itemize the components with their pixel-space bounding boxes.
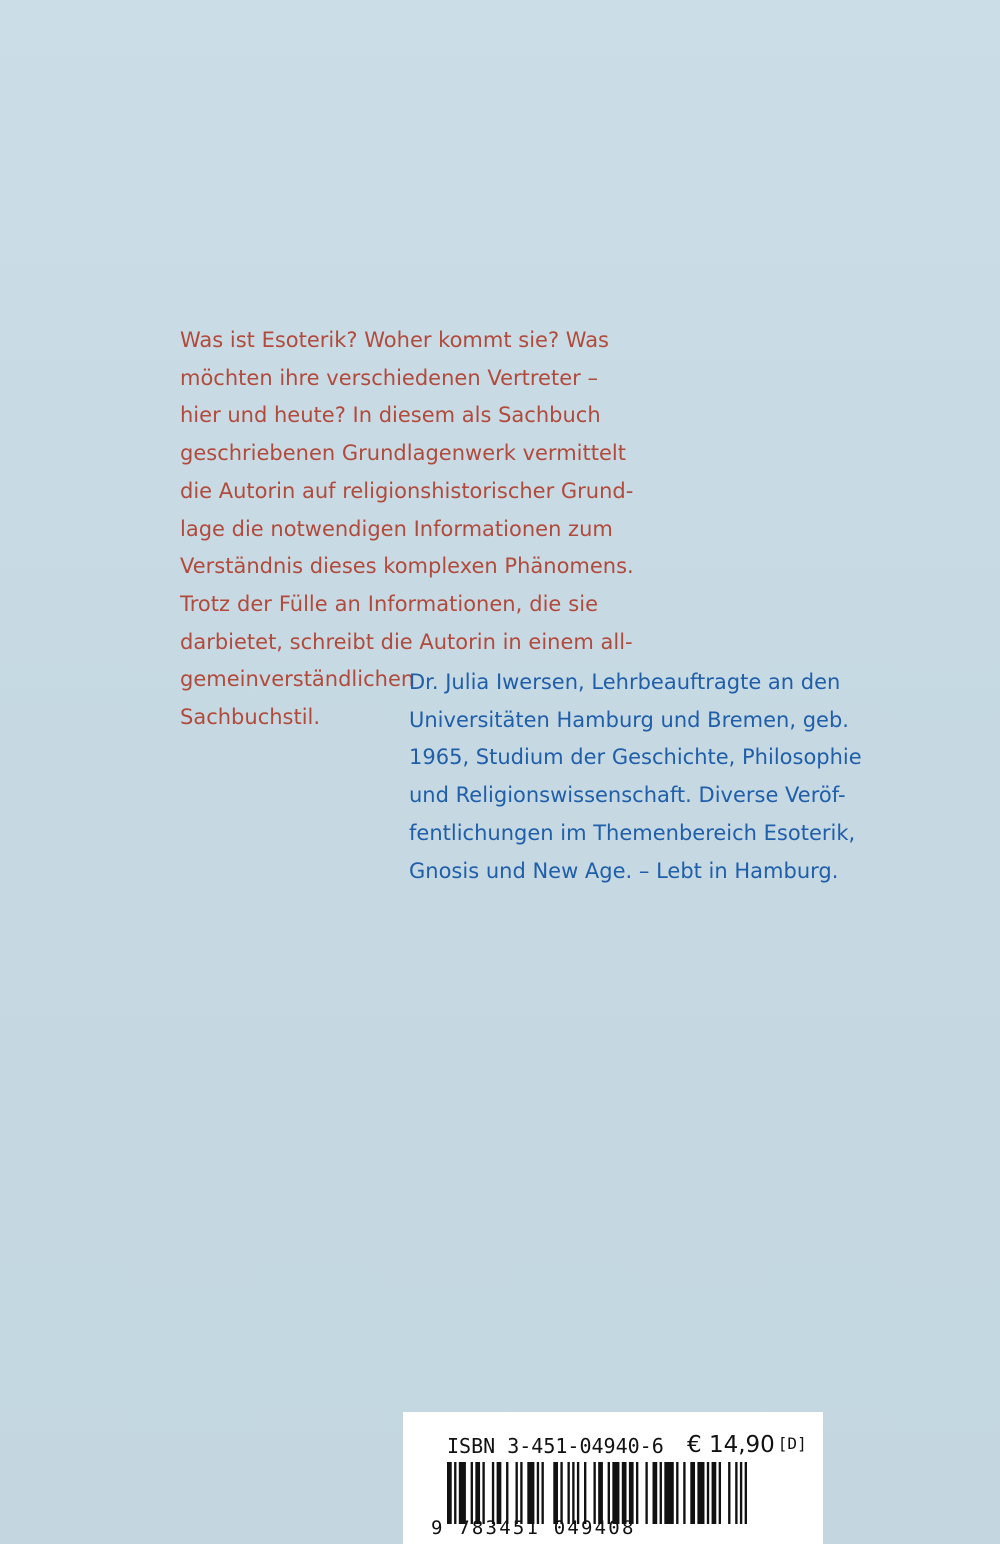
barcode-bar bbox=[676, 1462, 678, 1524]
barcode-bar bbox=[447, 1462, 452, 1524]
barcode-bar bbox=[712, 1462, 717, 1524]
barcode-bar bbox=[541, 1462, 543, 1524]
blurb-line: Trotz der Fülle an Informationen, die sie bbox=[180, 591, 598, 616]
barcode-bar bbox=[740, 1462, 742, 1524]
bio-line: 1965, Studium der Geschichte, Philosophie bbox=[409, 745, 862, 770]
blurb-line: Was ist Esoterik? Woher kommt sie? Was bbox=[180, 328, 610, 352]
barcode-bars bbox=[447, 1462, 747, 1524]
barcode-bar bbox=[537, 1462, 539, 1524]
barcode-bar bbox=[593, 1462, 595, 1524]
barcode-bar bbox=[553, 1462, 558, 1524]
barcode-bar bbox=[735, 1462, 737, 1524]
barcode-bar bbox=[629, 1462, 634, 1524]
price-label bbox=[687, 1432, 807, 1458]
barcode-bar bbox=[598, 1462, 603, 1524]
barcode-bar bbox=[454, 1462, 456, 1524]
bio-line: Gnosis und New Age. – Lebt in Hamburg. bbox=[409, 858, 839, 883]
blurb-line: die Autorin auf religionshistorischer Grund- bbox=[180, 478, 634, 503]
bio-line: Universitäten Hamburg und Bremen, geb. bbox=[409, 707, 849, 732]
author-bio bbox=[409, 664, 862, 890]
barcode-bar bbox=[475, 1462, 480, 1524]
barcode-bar bbox=[520, 1462, 522, 1524]
barcode-bar bbox=[527, 1462, 534, 1524]
ean-number: 9 783451 049408 bbox=[431, 1517, 636, 1539]
barcode-bar bbox=[497, 1462, 502, 1524]
barcode-bar bbox=[516, 1462, 518, 1524]
price-country: [D] bbox=[777, 1434, 807, 1453]
barcode-bar bbox=[612, 1462, 619, 1524]
barcode-bar bbox=[482, 1462, 484, 1524]
barcode-bar bbox=[683, 1462, 685, 1524]
bio-line: fentlichungen im Themenbereich Esoterik, bbox=[409, 820, 856, 845]
barcode-bar bbox=[645, 1462, 647, 1524]
barcode-bar bbox=[584, 1462, 586, 1524]
barcode-bar bbox=[653, 1462, 658, 1524]
barcode-bar bbox=[492, 1462, 494, 1524]
barcode-bar bbox=[572, 1462, 574, 1524]
blurb-line: Verständnis dieses komplexen Phänomens. bbox=[180, 554, 634, 579]
barcode-bar bbox=[506, 1462, 508, 1524]
blurb-line: lage die notwendigen Informationen zum bbox=[180, 516, 613, 541]
blurb-line: geschriebenen Grundlagenwerk vermittelt bbox=[180, 441, 626, 466]
barcode-bar bbox=[577, 1462, 579, 1524]
barcode-bar bbox=[560, 1462, 562, 1524]
blurb-line: Sachbuchstil. bbox=[180, 705, 321, 730]
barcode-sticker bbox=[403, 1412, 823, 1544]
barcode-bar bbox=[719, 1462, 721, 1524]
barcode-bar bbox=[690, 1462, 695, 1524]
blurb-line: gemeinverständlichen bbox=[180, 667, 415, 692]
barcode-bar bbox=[636, 1462, 638, 1524]
barcode-bar bbox=[608, 1462, 610, 1524]
barcode-bar bbox=[745, 1462, 747, 1524]
barcode-bar bbox=[660, 1462, 662, 1524]
blurb-line: darbietet, schreibt die Autorin in einem all- bbox=[180, 629, 633, 654]
barcode-bar bbox=[728, 1462, 730, 1524]
barcode-bar bbox=[471, 1462, 473, 1524]
price-value: € 14,90 bbox=[687, 1432, 775, 1458]
blurb-line: hier und heute? In diesem als Sachbuch bbox=[180, 403, 601, 428]
barcode-bar bbox=[459, 1462, 466, 1524]
barcode-bar bbox=[622, 1462, 627, 1524]
barcode-bar bbox=[567, 1462, 569, 1524]
barcode-bar bbox=[707, 1462, 709, 1524]
isbn-label: ISBN 3-451-04940-6 bbox=[447, 1434, 664, 1458]
barcode-bar bbox=[697, 1462, 704, 1524]
barcode-bar bbox=[664, 1462, 673, 1524]
blurb-line: möchten ihre verschiedenen Vertreter – bbox=[180, 365, 598, 390]
bio-line: und Religionswissenschaft. Diverse Veröf- bbox=[409, 783, 846, 808]
bio-line: Dr. Julia Iwersen, Lehrbeauftragte an den bbox=[409, 670, 841, 694]
